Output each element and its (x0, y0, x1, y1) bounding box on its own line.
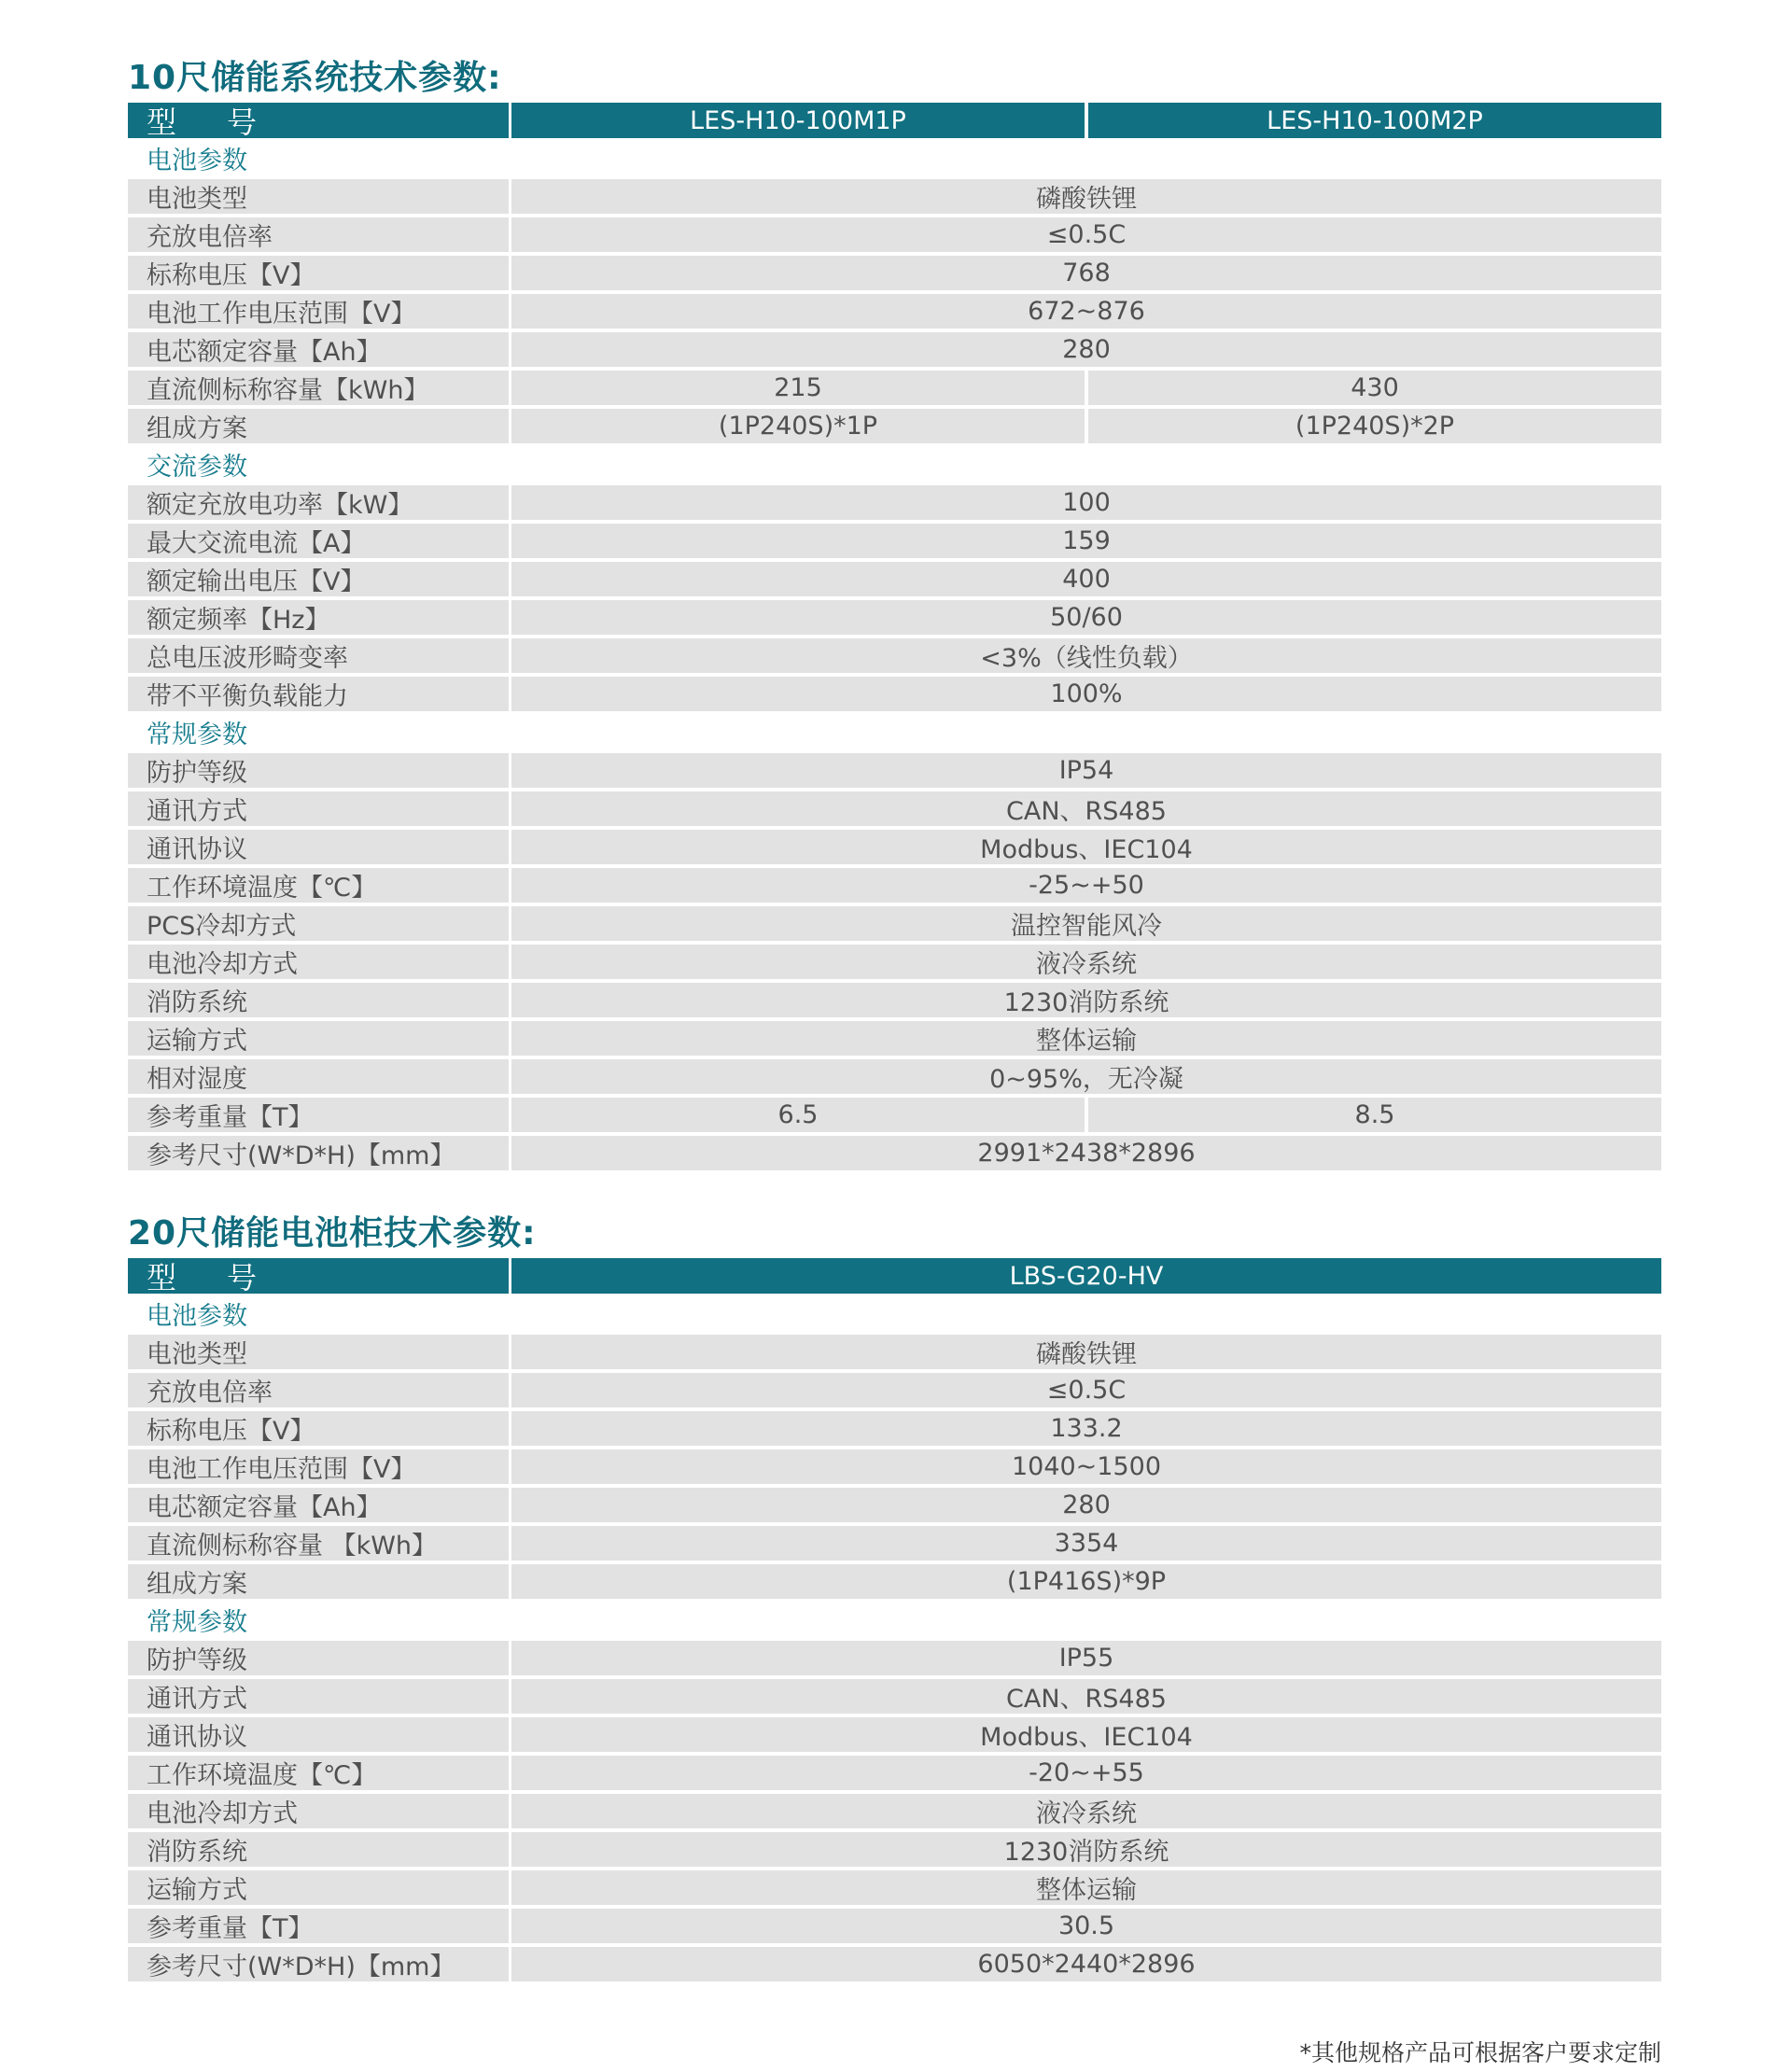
param-label: 直流侧标称容量【kWh】 (128, 371, 509, 405)
param-value: <3%（线性负载） (511, 638, 1661, 673)
table-row (128, 1333, 1661, 1371)
table-row (128, 216, 1661, 254)
param-label: 参考尺寸(W*D*H)【mm】 (128, 1947, 509, 1981)
param-value: Modbus、IEC104 (511, 830, 1661, 864)
table-row (128, 751, 1661, 790)
param-label: 总电压波形畸变率 (128, 638, 509, 673)
param-value: 液冷系统 (511, 945, 1661, 979)
table-row (128, 1754, 1661, 1792)
param-value: (1P240S)*1P (511, 409, 1085, 443)
param-label: 组成方案 (128, 1564, 509, 1599)
param-label: 额定频率【Hz】 (128, 600, 509, 635)
table-row (128, 598, 1661, 637)
param-value: -25~+50 (511, 868, 1661, 903)
param-value: IP54 (511, 753, 1661, 788)
param-label: 参考重量【T】 (128, 1909, 509, 1943)
table-row (128, 1134, 1661, 1172)
param-value: 0~95%，无冷凝 (511, 1059, 1661, 1094)
table-row (128, 904, 1661, 943)
table-row (128, 1019, 1661, 1057)
param-label: 充放电倍率 (128, 1373, 509, 1407)
param-label: 参考重量【T】 (128, 1098, 509, 1132)
param-value: 100% (511, 677, 1661, 711)
param-label: 带不平衡负载能力 (128, 677, 509, 711)
param-value: 159 (511, 524, 1661, 558)
param-value: CAN、RS485 (511, 791, 1661, 826)
table-row (128, 177, 1661, 216)
param-value: 280 (511, 332, 1661, 367)
param-label: PCS冷却方式 (128, 906, 509, 941)
param-value: 1040~1500 (511, 1449, 1661, 1484)
param-value: 3354 (511, 1526, 1661, 1561)
param-label: 电池冷却方式 (128, 945, 509, 979)
table-row (128, 866, 1661, 904)
param-value: 8.5 (1088, 1098, 1661, 1132)
spec-table (128, 1256, 1661, 1983)
param-value: -20~+55 (511, 1756, 1661, 1790)
spec-section-10ft (128, 49, 1661, 1172)
group-row (128, 713, 1661, 751)
param-value: 100 (511, 485, 1661, 520)
param-value: 30.5 (511, 1909, 1661, 1943)
param-value: (1P240S)*2P (1088, 409, 1661, 443)
param-value: ≤0.5C (511, 217, 1661, 252)
param-label: 电池工作电压范围【V】 (128, 1449, 509, 1484)
table-row (128, 675, 1661, 713)
param-label: 通讯方式 (128, 791, 509, 826)
param-value: ≤0.5C (511, 1373, 1661, 1407)
param-value: 6.5 (511, 1098, 1085, 1132)
table-row (128, 1409, 1661, 1448)
table-row (128, 292, 1661, 330)
table-row (128, 1907, 1661, 1945)
param-label: 额定输出电压【V】 (128, 562, 509, 596)
group-heading: 电池参数 (147, 1302, 247, 1331)
table-row (128, 1792, 1661, 1830)
table-row (128, 1057, 1661, 1096)
param-value: 400 (511, 562, 1661, 596)
param-value: 6050*2440*2896 (511, 1947, 1661, 1981)
table-row (128, 790, 1661, 828)
table-row (128, 1448, 1661, 1486)
table-row (128, 1869, 1661, 1907)
table-row (128, 1715, 1661, 1754)
table-row (128, 1830, 1661, 1869)
table-row (128, 828, 1661, 866)
param-value: 液冷系统 (511, 1794, 1661, 1828)
param-value: 672~876 (511, 294, 1661, 329)
table-row (128, 560, 1661, 598)
model-name-cell: LBS-G20-HV (511, 1258, 1661, 1294)
param-label: 电芯额定容量【Ah】 (128, 1488, 509, 1522)
table-row (128, 1562, 1661, 1601)
model-name-cell: LES-H10-100M2P (1088, 103, 1661, 138)
param-label: 防护等级 (128, 753, 509, 788)
table-row (128, 1945, 1661, 1983)
model-header-label (128, 103, 509, 138)
param-value: 50/60 (511, 600, 1661, 635)
param-value: 磷酸铁锂 (511, 1335, 1661, 1369)
table-row (128, 1639, 1661, 1677)
model-header-char: 号 (227, 105, 258, 140)
param-value: 温控智能风冷 (511, 906, 1661, 941)
section-title: 20尺储能电池柜技术参数: (128, 1213, 537, 1253)
param-label: 防护等级 (128, 1641, 509, 1675)
param-label: 工作环境温度【℃】 (128, 868, 509, 903)
param-label: 通讯方式 (128, 1679, 509, 1714)
param-label: 电池工作电压范围【V】 (128, 294, 509, 329)
param-value: CAN、RS485 (511, 1679, 1661, 1714)
model-header-label (128, 1258, 509, 1294)
table-row (128, 330, 1661, 369)
param-value: (1P416S)*9P (511, 1564, 1661, 1599)
param-value: IP55 (511, 1641, 1661, 1675)
table-row (128, 1486, 1661, 1524)
param-label: 参考尺寸(W*D*H)【mm】 (128, 1136, 509, 1170)
spec-section-20ft (128, 1204, 1661, 1983)
table-row (128, 637, 1661, 675)
param-value: 磷酸铁锂 (511, 179, 1661, 214)
spec-table (128, 101, 1661, 1172)
param-value: 133.2 (511, 1411, 1661, 1446)
table-row (128, 943, 1661, 981)
param-label: 电池冷却方式 (128, 1794, 509, 1828)
table-row (128, 1524, 1661, 1562)
param-value: 整体运输 (511, 1021, 1661, 1056)
group-row (128, 445, 1661, 483)
table-row (128, 522, 1661, 560)
param-value: 280 (511, 1488, 1661, 1522)
param-value: 1230消防系统 (511, 983, 1661, 1017)
group-row (128, 1601, 1661, 1639)
param-label: 额定充放电功率【kW】 (128, 485, 509, 520)
param-value: 2991*2438*2896 (511, 1136, 1661, 1170)
param-value: Modbus、IEC104 (511, 1717, 1661, 1752)
param-label: 通讯协议 (128, 830, 509, 864)
table-row (128, 1096, 1661, 1134)
model-header-char: 型 (147, 1260, 177, 1295)
table-row (128, 483, 1661, 522)
model-header-char: 号 (227, 1260, 258, 1295)
table-row (128, 254, 1661, 292)
param-label: 最大交流电流【A】 (128, 524, 509, 558)
param-label: 工作环境温度【℃】 (128, 1756, 509, 1790)
table-row (128, 981, 1661, 1019)
param-label: 运输方式 (128, 1021, 509, 1056)
param-value: 1230消防系统 (511, 1832, 1661, 1867)
param-label: 电芯额定容量【Ah】 (128, 332, 509, 367)
param-label: 组成方案 (128, 409, 509, 443)
model-header-char: 型 (147, 105, 177, 140)
param-label: 电池类型 (128, 1335, 509, 1369)
group-heading: 常规参数 (147, 1608, 247, 1637)
param-label: 标称电压【V】 (128, 256, 509, 290)
group-row (128, 1295, 1661, 1333)
param-label: 电池类型 (128, 179, 509, 214)
param-label: 消防系统 (128, 983, 509, 1017)
param-label: 充放电倍率 (128, 217, 509, 252)
group-heading: 交流参数 (147, 453, 247, 482)
param-label: 通讯协议 (128, 1717, 509, 1752)
param-value: 430 (1088, 371, 1661, 405)
param-value: 768 (511, 256, 1661, 290)
param-label: 直流侧标称容量 【kWh】 (128, 1526, 509, 1561)
param-label: 运输方式 (128, 1870, 509, 1905)
table-row (128, 1371, 1661, 1409)
table-header-row (128, 1256, 1661, 1295)
param-value: 215 (511, 371, 1085, 405)
table-row (128, 407, 1661, 445)
table-row (128, 369, 1661, 407)
param-label: 相对湿度 (128, 1059, 509, 1094)
model-name-cell: LES-H10-100M1P (511, 103, 1085, 138)
param-value: 整体运输 (511, 1870, 1661, 1905)
footnote: *其他规格产品可根据客户要求定制 (1299, 2039, 1661, 2066)
group-heading: 常规参数 (147, 721, 247, 749)
section-title: 10尺储能系统技术参数: (128, 58, 502, 97)
table-row (128, 1677, 1661, 1715)
param-label: 标称电压【V】 (128, 1411, 509, 1446)
group-heading: 电池参数 (147, 147, 247, 175)
table-header-row (128, 101, 1661, 139)
param-label: 消防系统 (128, 1832, 509, 1867)
group-row (128, 139, 1661, 177)
